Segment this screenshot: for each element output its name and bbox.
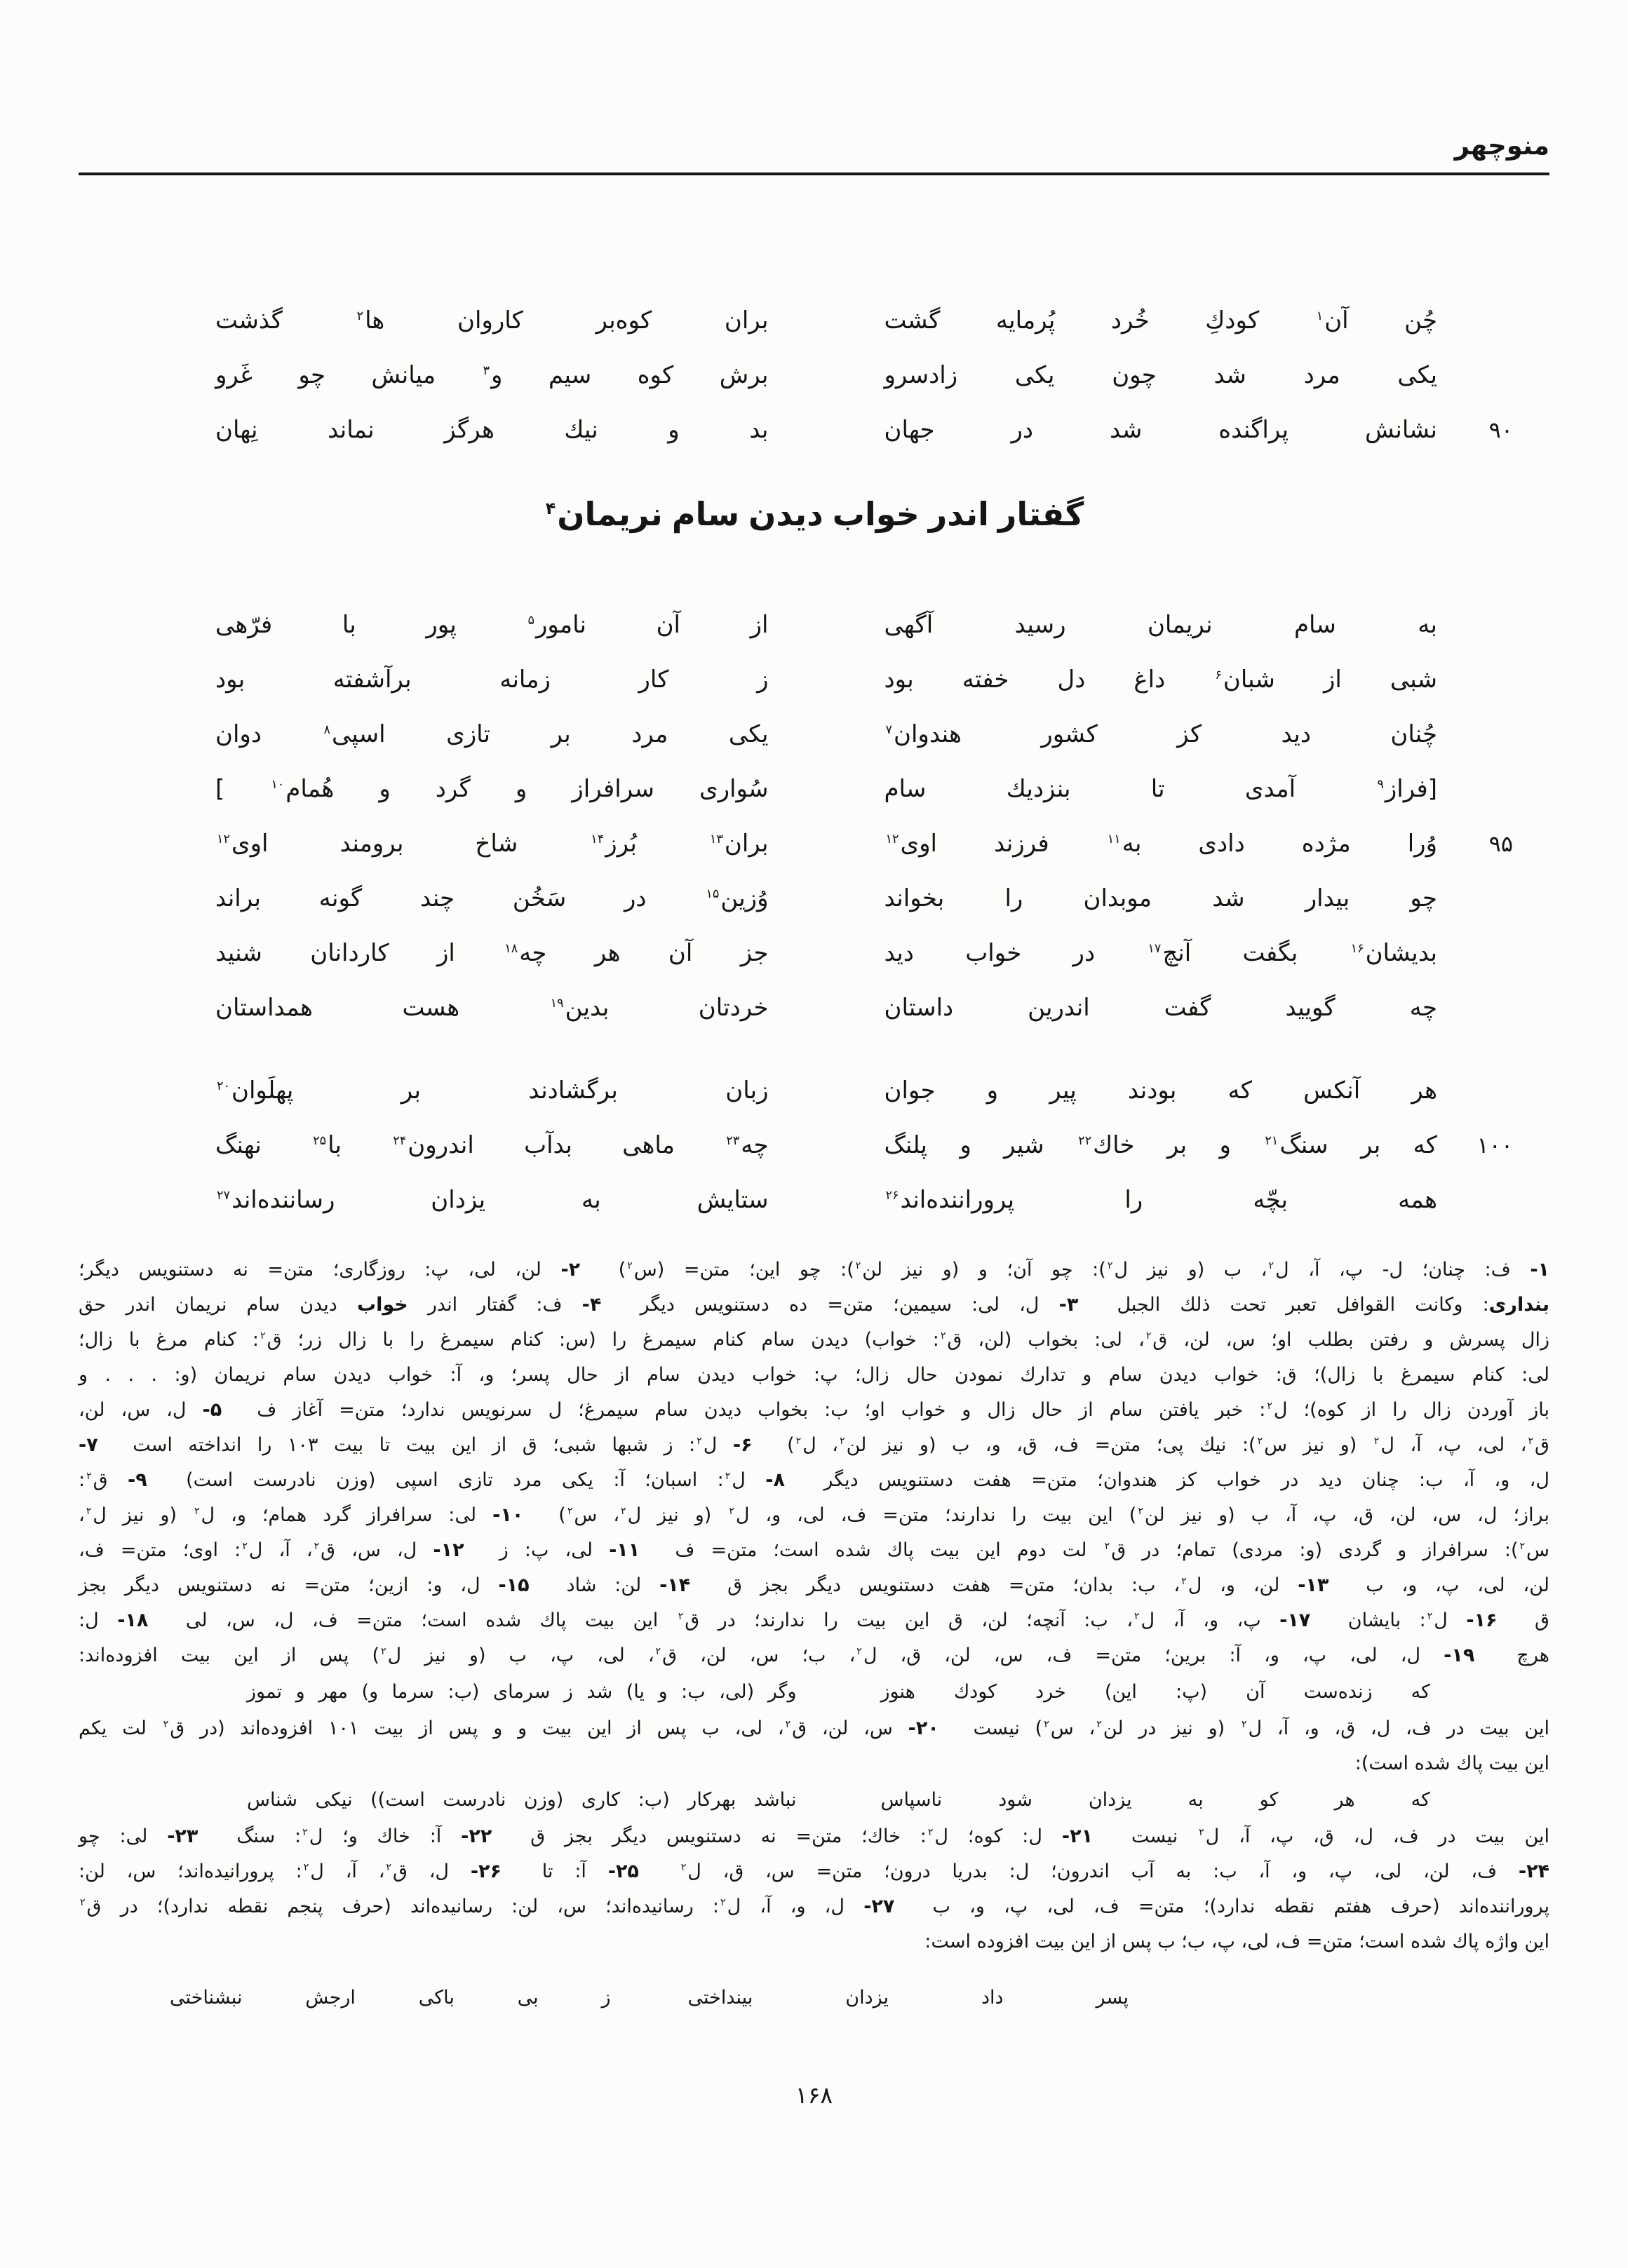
hemistich-right: [فراز$^۹$ آمدی تا بنزدیك سام: [884, 775, 1437, 803]
footnote-line: این بیت در ف، ل، ق، و، آ، ل$^۲$ (و نیز در لن$^۲$، س$^۲$) نیست ۲۰- س، لن، ق$^۲$، لی، ب پس از این بیت و و پس از بیت ۱۰۱ افزوده‌اند (در ق$^۲$ لت یكم: [79, 1717, 1549, 1739]
footnote-marker: ۲: [627, 1260, 633, 1271]
footnote-marker: ۲: [1528, 1436, 1534, 1447]
header-rule: [79, 173, 1549, 175]
couplet-row: [215, 598, 1549, 652]
footnote-marker: ۲: [1145, 1330, 1152, 1342]
fn-verse-hemistich-right: پسر داد یزدان بینداختی: [687, 1987, 1129, 2009]
bold-text: ۲-: [560, 1259, 581, 1281]
bold-text: ۱۳-: [1298, 1574, 1329, 1596]
fn-verse-hemistich-right: كه زنده‌ست آن (پ: این) خرد كودك هنوز: [880, 1681, 1430, 1703]
hemistich-right: چه گویید گفت اندرین داستان: [884, 994, 1437, 1022]
footnote-line: لن، لی، پ، و، ب ۱۳- لن، و، ل$^۲$، ب: بدان؛ متن= هفت دستنویس دیگر بجز ق ۱۴- لن: شاد ۱۵- ل، و: ازین؛ متن= نه دستنویس دیگر بجز: [79, 1574, 1550, 1596]
footnote-line: بنداری: وكانت القوافل تعبر تحت ذلك الجبل ۳- ل، لی: سیمین؛ متن= ده دستنویس دیگر ۴- ف: گفتار اندر خواب دیدن سام نریمان اندر حق: [79, 1294, 1549, 1316]
hemistich-left: ز كار زمانه برآشفته بود: [215, 666, 769, 694]
hemistich-left: جز آن هر چه$^{۱۸}$ از كاردانان شنید: [215, 939, 769, 967]
bold-text: ۲۵-: [607, 1861, 639, 1882]
footnote-marker: ۲: [655, 1646, 661, 1657]
bold-text: ۱۵-: [498, 1574, 530, 1596]
bold-text: ۱۰-: [492, 1504, 524, 1526]
hemistich-right: چُن آن$^۱$ كودكِ خُرد پُرمایه گشت: [884, 306, 1438, 335]
page-number: ۱۶۸: [795, 2081, 833, 2109]
hemistich-right: كه بر سنگ$^{۲۱}$ و بر خاك$^{۲۲}$ شیر و پلنگ: [884, 1131, 1438, 1159]
footnote-marker: ۲: [356, 309, 364, 323]
couplet-row: [215, 293, 1549, 348]
bold-text: ۴-: [581, 1294, 602, 1316]
couplet-row: [215, 816, 1549, 871]
footnote-marker: ۲۴: [393, 1133, 407, 1148]
hemistich-right: نشانش پراگنده شد در جهان: [884, 416, 1437, 444]
bold-text: ۲۷-: [863, 1896, 895, 1917]
bold-text: ۸-: [765, 1469, 785, 1491]
bold-text: ۶-: [732, 1434, 753, 1456]
bold-text: ۲۳-: [167, 1825, 199, 1847]
bold-text: ۹-: [128, 1469, 147, 1491]
footnote-line: باز آوردن زال را از كوه)؛ ل$^۲$: خبر یافتن سام از حال زال و خواب او؛ ب: بخواب دیدن سام سیمرغ؛ ل سرنویس ندارد؛ متن= آغاز ف ۵- ل، س، لن،: [79, 1399, 1549, 1421]
bold-text: ۱۲-: [433, 1539, 464, 1561]
hemistich-left: بران كوه‌بر كاروان ها$^۲$ گذشت: [215, 306, 769, 335]
footnote-marker: ۲: [1096, 1719, 1102, 1730]
footnote-marker: ۲: [856, 1646, 862, 1657]
hemistich-right: چُنان دید كز كشور هندوان$^۷$: [885, 720, 1437, 748]
footnote-marker: ۱۲: [217, 832, 230, 846]
footnote-line: زال پسرش و رفتن بطلب او؛ س، لن، ق$^۲$، لی: بخواب (لن، ق$^۲$: خواب) دیدن سام كنام سیمرغ را (س: كنام سیمرغ را با زال زر؛ ق$^۲$: كنام مرغ با زال؛: [79, 1329, 1550, 1351]
footnote-marker: ۲: [1104, 1541, 1110, 1552]
footnote-marker: ۲: [1138, 1506, 1143, 1517]
footnote-marker: ۲۶: [885, 1188, 899, 1203]
footnote-marker: ۱۲: [885, 832, 899, 846]
footnote-marker: ۲: [697, 1436, 702, 1447]
footnote-marker: ۱۸: [504, 941, 518, 956]
couplet-row: [215, 762, 1549, 816]
footnote-line: براز؛ ل، س، لن، ق، پ، آ، ب (و نیز لن$^۲$) این بیت را ندارند؛ متن= ف، لی، و، ل$^۲$ (و نیز ل$^۲$، س$^۲$) ۱۰- لی: سرافراز گرد همام؛ و، ل$^۲$ (و نیز ل$^۲$،: [79, 1504, 1550, 1526]
hemistich-right: هر آنكس كه بودند پیر و جوان: [884, 1076, 1437, 1105]
footnotes-apparatus: [79, 1253, 1549, 2017]
fn-verse-hemistich-left: نباشد بهركار (ب: كاری (وزن نادرست است)) نیكی شناس: [247, 1789, 797, 1811]
footnote-marker: ۲۳: [726, 1133, 740, 1148]
footnote-marker: ۲: [1181, 1576, 1187, 1587]
hemistich-left: چه$^{۲۳}$ ماهی بدآب اندرون$^{۲۴}$ با$^{۲۵}$ نهنگ: [215, 1131, 769, 1159]
footnote-added-verse: [79, 1673, 1549, 1711]
couplet-row: [215, 1118, 1549, 1173]
footnote-marker: ۳: [483, 363, 490, 378]
footnote-line: این بیت پاك شده است):: [1354, 1753, 1549, 1774]
footnote-line: این واژه پاك شده است؛ متن= ف، لی، پ، ب؛ ب پس از این بیت افزوده است:: [924, 1931, 1549, 1952]
hemistich-left: از آن نامور$^۵$ پور با فرّهی: [215, 611, 769, 639]
hemistich-left: برش كوه سیم و$^۳$ میانش چو غَرو: [215, 361, 769, 389]
hemistich-right: یكی مرد شد چون یكی زادسرو: [884, 361, 1437, 389]
footnote-added-verse: [79, 1781, 1549, 1819]
verse-block-3: [79, 1063, 1549, 1227]
footnote-marker: ۲: [163, 1719, 169, 1730]
hemistich-left: خردتان بدین$^{۱۹}$ هست همداستان: [215, 994, 769, 1022]
couplet-row: [215, 1173, 1549, 1227]
running-header: [79, 0, 1549, 161]
couplet-row: [215, 707, 1549, 762]
section-title: گفتار اندر خواب دیدن سام نریمان$^۴$: [545, 495, 1084, 533]
footnote-marker: ۱۹: [550, 996, 564, 1011]
footnote-marker: ۲: [1373, 1436, 1380, 1447]
footnote-marker: ۲: [1519, 1541, 1526, 1552]
footnote-marker: ۵: [527, 613, 534, 628]
footnote-line: هرچ ۱۹- ل، لی، پ، و، آ: برین؛ متن= ف، س، لن، ق، ل$^۲$، ب؛ س، لن، ق$^۲$، لی، پ، ب (و نیز ل$^۲$) پس از این بیت افزوده‌اند:: [79, 1645, 1549, 1666]
footnote-line: ل، و، آ، ب: چنان دید در خواب كز هندوان؛ متن= هفت دستنویس دیگر ۸- ل$^۲$: اسبان؛ آ: یكی مرد تازی اسپی (وزن نادرست است) ۹- ق$^۲$:: [79, 1469, 1550, 1491]
footnote-marker: ۲: [242, 1541, 248, 1552]
verse-block-2: [79, 598, 1549, 1035]
bold-text: ۱۷-: [1279, 1609, 1311, 1631]
footnote-marker: ۷: [885, 722, 892, 737]
footnote-marker: ۲: [725, 1471, 731, 1482]
hemistich-right: به سام نریمان رسید آگهی: [884, 611, 1437, 639]
footnote-marker: ۱۶: [1350, 941, 1364, 956]
footnote-marker: ۲۱: [1265, 1133, 1279, 1148]
footnote-line: این بیت در ف، ل، ق، پ، آ، ل$^۲$ نیست ۲۱- ل: كوه؛ ل$^۲$: خاك؛ متن= نه دستنویس دیگر بجز ق ۲۲- آ: خاك و؛ ل$^۲$: سنگ ۲۳- لی: چو: [79, 1825, 1550, 1847]
footnote-marker: ۱۰: [271, 777, 285, 792]
couplet-row: [215, 1063, 1549, 1118]
footnote-marker: ۱۴: [591, 832, 605, 846]
footnote-marker: ۲: [1241, 1719, 1247, 1730]
bold-text: ۲۴-: [1518, 1861, 1550, 1882]
footnote-marker: ۲: [1199, 1827, 1204, 1838]
footnote-marker: ۲: [386, 1862, 391, 1873]
footnote-marker: ۶: [1215, 668, 1222, 682]
hemistich-left: ستایش به یزدان رساننده‌اند$^{۲۷}$: [217, 1186, 769, 1214]
footnote-marker: ۲: [303, 1862, 309, 1873]
bold-text: ۲۶-: [470, 1861, 502, 1882]
fn-verse-hemistich-right: كه هر كو به یزدان شود ناسپاس: [880, 1789, 1430, 1811]
hemistich-right: همه بچّه را پروراننده‌اند$^{۲۶}$: [885, 1186, 1437, 1214]
bold-text: ۲۱-: [1061, 1825, 1094, 1847]
footnote-line: س$^۲$): سرافراز و گردی (و: مردی) تمام؛ در ق$^۲$ لت دوم این بیت پاك شده است؛ متن= ف ۱۱- لی، پ: ز ۱۲- ل، س، ق$^۲$، آ، ل$^۲$: اوی؛ متن= ف،: [79, 1539, 1549, 1561]
footnote-marker: ۲: [840, 1436, 845, 1447]
footnote-marker: ۲: [1133, 1611, 1140, 1622]
footnote-marker: ۲: [795, 1436, 802, 1447]
footnote-marker: ۲: [86, 1506, 92, 1517]
bold-text: ۲۰-: [908, 1717, 939, 1739]
footnote-marker: ۱: [1316, 309, 1324, 323]
footnote-marker: ۲: [80, 1897, 86, 1908]
footnote-marker: ۲: [1107, 1260, 1113, 1271]
footnote-line: لی: كنام سیمرغ با زال)؛ ق: خواب دیدن سام و تدارك نمودن حال زال؛ پ: خواب دیدن سام از حال پسر؛ و، آ: خواب دیدن سام نریمان (و: . . . و: [79, 1364, 1549, 1386]
bold-text: ۵-: [202, 1399, 222, 1421]
footnote-marker: ۲: [621, 1506, 626, 1517]
bold-text: ۱۱-: [609, 1539, 640, 1561]
footnote-line: ۲۴- ف، لن، لی، پ، و، آ، ب: به آب اندرون؛ ل: بدریا درون؛ متن= س، ق، ل$^۲$ ۲۵- آ: تا ۲۶- ل، ق$^۲$، آ، ل$^۲$: پرورانیده‌اند؛ س، لن:: [79, 1861, 1550, 1882]
page-header-title: منوچهر: [1454, 130, 1549, 161]
bold-text: ۱۶-: [1466, 1609, 1498, 1631]
footnote-marker: ۴: [545, 498, 556, 518]
bold-text: ۱۴-: [659, 1574, 691, 1596]
footnote-marker: ۲: [927, 1827, 934, 1838]
footnote-line: ق$^۲$، لی، پ، آ، ل$^۲$ (و نیز س$^۲$): نیك پی؛ متن= ف، ق، و، ب (و نیز لن$^۲$، ل$^۲$) ۶- ل$^۲$: ز شبها شبی؛ ق از این بیت تا بیت ۱۰۳ را انداخته است ۷-: [79, 1434, 1549, 1456]
bold-text: ۱-: [1530, 1259, 1550, 1281]
footnote-marker: ۲: [785, 1719, 791, 1730]
footnote-marker: ۲: [1044, 1719, 1049, 1730]
footnote-added-verse-closing: [170, 1979, 1129, 2017]
footnote-marker: ۲: [86, 1471, 92, 1482]
bold-text: ۲۲-: [461, 1825, 492, 1847]
couplet-row: [215, 403, 1549, 457]
footnote-marker: ۲: [1257, 1436, 1263, 1447]
bold-text: ۳-: [1058, 1294, 1079, 1316]
hemistich-right: بدیشان$^{۱۶}$ بگفت آنچ$^{۱۷}$ در خواب دید: [884, 939, 1438, 967]
footnote-marker: ۲: [720, 1897, 726, 1908]
bold-text: بنداری: [1488, 1294, 1549, 1316]
footnote-line: ۱- ف: چنان؛ ل- پ، آ، ل$^۲$، ب (و نیز ل$^۲$): چو آن؛ و (و نیز لن$^۲$): چو این؛ متن= (س$^۲$) ۲- لن، لی، پ: روزگاری؛ متن= نه دستنویس دیگر؛: [79, 1259, 1550, 1281]
hemistich-left: یكی مرد بر تازی اسپی$^۸$ دوان: [215, 720, 769, 748]
hemistich-left: زبان برگشادند بر پهلَوان$^{۲۰}$: [217, 1076, 769, 1105]
footnote-marker: ۲: [680, 1862, 687, 1873]
footnote-marker: ۲۷: [217, 1188, 230, 1203]
footnote-marker: ۱۱: [1107, 832, 1121, 846]
footnote-marker: ۹: [1377, 777, 1384, 792]
verse-block-1: [79, 293, 1549, 457]
hemistich-left: وُزین$^{۱۵}$ در سَخُن چند گونه براند: [215, 884, 769, 912]
couplet-row: [215, 348, 1549, 403]
couplet-row: [215, 652, 1549, 707]
hemistich-right: وُرا مژده دادی به$^{۱۱}$ فرزند اوی$^{۱۲}$: [885, 830, 1437, 858]
verse-line-number: ۱۰۰: [1476, 1132, 1513, 1159]
footnote-marker: ۲: [1427, 1611, 1433, 1622]
footnote-marker: ۱۳: [709, 832, 723, 846]
hemistich-left: بد و نیك هرگز نماند نِهان: [215, 416, 769, 444]
footnote-marker: ۲: [678, 1611, 684, 1622]
footnote-marker: ۲: [940, 1330, 946, 1342]
footnote-marker: ۲: [260, 1330, 266, 1342]
footnote-marker: ۱۷: [1148, 941, 1162, 956]
hemistich-right: چو بیدار شد موبدان را بخواند: [884, 884, 1437, 912]
hemistich-left: بران$^{۱۳}$ بُرز$^{۱۴}$ شاخ برومند اوی$^{۱۲}$: [217, 830, 769, 858]
footnote-marker: ۲: [381, 1646, 386, 1657]
footnote-line: ق ۱۶- ل$^۲$: بایشان ۱۷- پ، و، آ، ل$^۲$، ب: آنچه؛ لن، ق این بیت را ندارند؛ در ق$^۲$ این بیت پاك شده است؛ متن= ف، ل، س، لی ۱۸- ل:: [79, 1609, 1549, 1631]
verse-line-number: ۹۵: [1488, 830, 1513, 857]
footnote-marker: ۲: [567, 1506, 573, 1517]
couplet-row: [215, 980, 1549, 1035]
verse-line-number: ۹۰: [1488, 417, 1513, 443]
couplet-row: [215, 871, 1549, 926]
footnote-marker: ۲۵: [313, 1133, 327, 1148]
footnote-marker: ۲: [1268, 1260, 1274, 1271]
bold-text: ۱۹-: [1444, 1645, 1475, 1666]
footnote-marker: ۲۰: [217, 1079, 230, 1093]
footnote-marker: ۲: [1267, 1400, 1272, 1412]
footnote-marker: ۱۵: [706, 886, 720, 901]
footnote-marker: ۲: [729, 1506, 734, 1517]
footnote-marker: ۲: [302, 1827, 308, 1838]
footnote-marker: ۲: [855, 1260, 861, 1271]
footnote-line: پروراننده‌اند (حرف هفتم نقطه ندارد)؛ متن= ف، لی، پ، و، ب ۲۷- ل، و، آ، ل$^۲$: رسانیده‌اند؛ س، لن: رسانیده‌اند (حرف پنجم نقطه ندارد)؛ در ق$^۲$: [80, 1896, 1550, 1917]
fn-verse-hemistich-left: وگر (لی، ب: و یا) شد ز سرمای (ب: سرما و) مهر و تموز: [247, 1681, 797, 1703]
footnote-marker: ۲: [194, 1506, 200, 1517]
hemistich-left: سُواری سرافراز و گرد و هُمام$^{۱۰}$ ]: [215, 775, 769, 803]
bold-text: خواب: [356, 1294, 408, 1316]
hemistich-right: شبی از شبان$^۶$ داغ دل خفته بود: [884, 666, 1437, 694]
couplet-row: [215, 926, 1549, 980]
fn-verse-hemistich-left: ز بی باكی ارجش نبشناختی: [170, 1987, 611, 2009]
bold-text: ۷-: [79, 1434, 98, 1456]
bold-text: ۱۸-: [117, 1609, 149, 1631]
footnote-marker: ۲: [314, 1541, 320, 1552]
footnote-marker: ۸: [323, 722, 331, 737]
footnote-marker: ۲۲: [1078, 1133, 1092, 1148]
